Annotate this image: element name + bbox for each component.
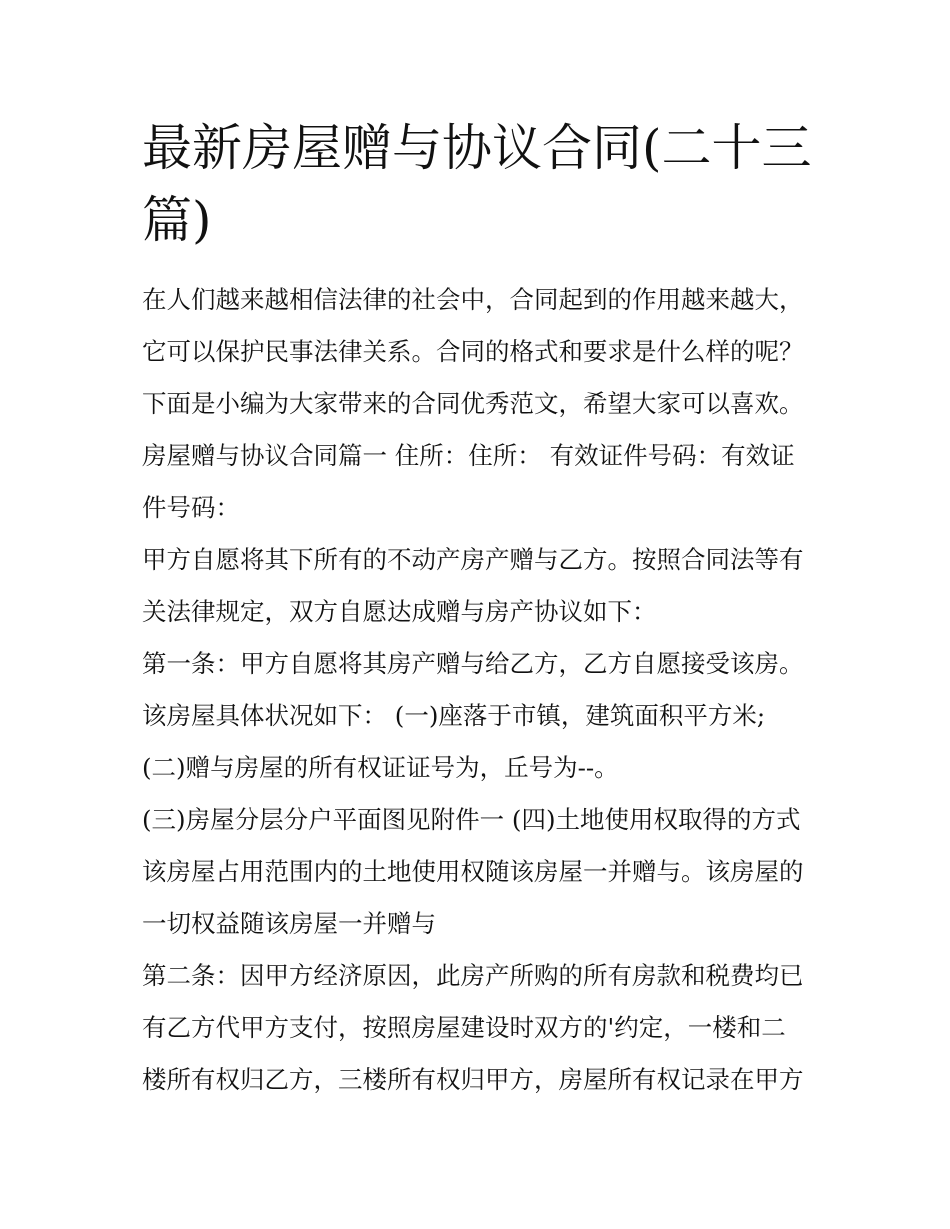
body-line: 甲方自愿将其下所有的不动产房产赠与乙方。按照合同法等有 <box>142 545 804 574</box>
document-title <box>142 112 822 256</box>
body-line: 楼所有权归乙方，三楼所有权归甲方，房屋所有权记录在甲方 <box>142 1065 804 1094</box>
body-line: (三)房屋分层分户平面图见附件一 (四)土地使用权取得的方式 <box>142 805 801 834</box>
body-line: 它可以保护民事法律关系。合同的格式和要求是什么样的呢？ <box>142 337 804 366</box>
body-line: 关法律规定，双方自愿达成赠与房产协议如下： <box>142 597 657 626</box>
body-line: 件号码： <box>142 493 240 522</box>
body-line: 一切权益随该房屋一并赠与 <box>142 909 436 938</box>
title-line-1: 最新房屋赠与协议合同(二十三 <box>142 119 812 177</box>
document-body <box>142 274 822 1106</box>
body-line: (二)赠与房屋的所有权证证号为，丘号为--。 <box>142 753 619 782</box>
document-page <box>142 112 822 1106</box>
body-line: 房屋赠与协议合同篇一 住所：住所： 有效证件号码：有效证 <box>142 441 795 470</box>
body-line: 第二条：因甲方经济原因，此房产所购的所有房款和税费均已 <box>142 961 804 990</box>
body-line: 在人们越来越相信法律的社会中，合同起到的作用越来越大， <box>142 285 804 314</box>
body-line: 该房屋占用范围内的土地使用权随该房屋一并赠与。该房屋的 <box>142 857 804 886</box>
body-line: 该房屋具体状况如下： (一)座落于市镇，建筑面积平方米; <box>142 701 766 730</box>
title-line-2: 篇) <box>142 191 212 249</box>
body-line: 有乙方代甲方支付，按照房屋建设时双方的'约定，一楼和二 <box>142 1013 786 1042</box>
body-line: 第一条：甲方自愿将其房产赠与给乙方，乙方自愿接受该房。 <box>142 649 804 678</box>
body-line: 下面是小编为大家带来的合同优秀范文，希望大家可以喜欢。 <box>142 389 804 418</box>
